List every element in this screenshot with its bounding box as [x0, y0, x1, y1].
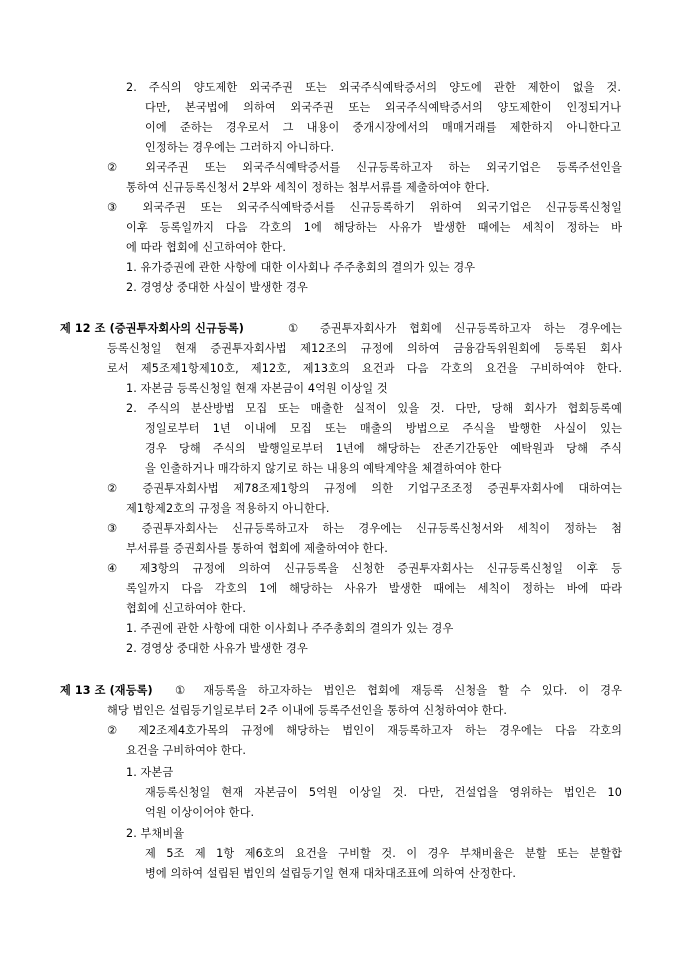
text-line: 등록신청일 현재 증권투자회사법 제12조의 규정에 의하여 금융감독위원회에 등록된 회사	[107, 342, 622, 355]
text-line: 에 따라 협회에 신고하여야 한다.	[126, 241, 287, 254]
text-line: 경우 당해 주식의 발행일로부터 1년에 해당하는 잔존기간동안 예탁원과 당해 주식	[145, 442, 622, 455]
text-line: 협회에 신고하여야 한다.	[126, 602, 247, 615]
text-line: 2. 부채비율	[126, 827, 185, 840]
text-line: 이에 준하는 경우로서 그 내용이 중개시장에서의 매매거래를 제한하지 아니한다고	[145, 121, 621, 134]
text-line: ① 증권투자회사가 협회에 신규등록하고자 하는 경우에는	[288, 322, 622, 335]
text-line: 1. 유가증권에 관한 사항에 대한 이사회나 주주총회의 결의가 있는 경우	[126, 261, 476, 274]
text-line: 부서류를 증권회사를 통하여 협회에 제출하여야 한다.	[126, 542, 388, 555]
article-12-heading: 제 12 조 (증권투자회사의 신규등록)	[60, 322, 244, 335]
text-line: 해당 법인은 설립등기일로부터 2주 이내에 등록주선인을 통하여 신청하여야 한다.	[107, 704, 508, 717]
text-line: 록일까지 다음 각호의 1에 해당하는 사유가 발생한 때에는 세칙이 정하는 바에 따라	[126, 582, 622, 595]
text-line: 2. 경영상 중대한 사유가 발생한 경우	[126, 642, 308, 655]
text-line: 1. 자본금 등록신청일 현재 자본금이 4억원 이상일 것	[126, 382, 388, 395]
text-line: 로서 제5조제1항제10호, 제12호, 제13호의 요건과 다음 각호의 요건을 구비하여야 한다.	[107, 362, 622, 375]
text-line: 인정하는 경우에는 그러하지 아니하다.	[145, 141, 335, 154]
text-line: 병에 의하여 설립된 법인의 설립등기일 현재 대차대조표에 의하여 산정한다.	[145, 867, 517, 880]
article-13-heading: 제 13 조 (재등록)	[60, 684, 153, 697]
text-line: ① 재등록을 하고자하는 법인은 협회에 재등록 신청을 할 수 있다. 이 경우	[175, 684, 622, 697]
text-line: 1. 자본금	[126, 766, 174, 779]
text-line: 1. 주권에 관한 사항에 대한 이사회나 주주총회의 결의가 있는 경우	[126, 622, 454, 635]
text-line: ③ 외국주권 또는 외국주식예탁증서를 신규등록하기 위하여 외국기업은 신규등록신청일	[107, 201, 622, 214]
text-line: 다만, 본국법에 의하여 외국주권 또는 외국주식예탁증서의 양도제한이 인정되거나	[145, 101, 621, 114]
text-line: 제1항제2호의 규정을 적용하지 아니한다.	[126, 502, 330, 515]
text-line: 요건을 구비하여야 한다.	[126, 744, 247, 757]
text-line: ② 제2조제4호가목의 규정에 해당하는 법인이 재등록하고자 하는 경우에는 다음 각호의	[107, 724, 622, 737]
text-line: ④ 제3항의 규정에 의하여 신규등록을 신청한 증권투자회사는 신규등록신청일 이후 등	[107, 562, 622, 575]
text-line: 억원 이상이어야 한다.	[145, 806, 255, 819]
text-line: 2. 경영상 중대한 사실이 발생한 경우	[126, 281, 308, 294]
text-line: 을 인출하거나 매각하지 않기로 하는 내용의 예탁계약을 체결하여야 한다	[145, 462, 502, 475]
text-line: ② 외국주권 또는 외국주식예탁증서를 신규등록하고자 하는 외국기업은 등록주선인을	[107, 161, 622, 174]
text-line: 재등록신청일 현재 자본금이 5억원 이상일 것. 다만, 건설업을 영위하는 법인은 10	[145, 786, 622, 799]
text-line: 통하여 신규등록신청서 2부와 세칙이 정하는 첨부서류를 제출하여야 한다.	[126, 181, 490, 194]
text-line: 2. 주식의 분산방법 모집 또는 매출한 실적이 있을 것. 다만, 당해 회사가 협회등록예	[126, 402, 622, 415]
text-line: ② 증권투자회사법 제78조제1항의 규정에 의한 기업구조조정 증권투자회사에 대하여는	[107, 482, 622, 495]
text-line: 정일로부터 1년 이내에 모집 또는 매출의 방법으로 주식을 발행한 사실이 있는	[145, 422, 622, 435]
text-line: 제 5조 제 1항 제6호의 요건을 구비할 것. 이 경우 부채비율은 분할 또는 분할합	[145, 847, 622, 860]
text-line: ③ 증권투자회사는 신규등록하고자 하는 경우에는 신규등록신청서와 세칙이 정하는 첨	[107, 522, 622, 535]
text-line: 2. 주식의 양도제한 외국주권 또는 외국주식예탁증서의 양도에 관한 제한이 없을 것.	[126, 81, 621, 94]
text-line: 이후 등록일까지 다음 각호의 1에 해당하는 사유가 발생한 때에는 세칙이 정하는 바	[126, 221, 622, 234]
